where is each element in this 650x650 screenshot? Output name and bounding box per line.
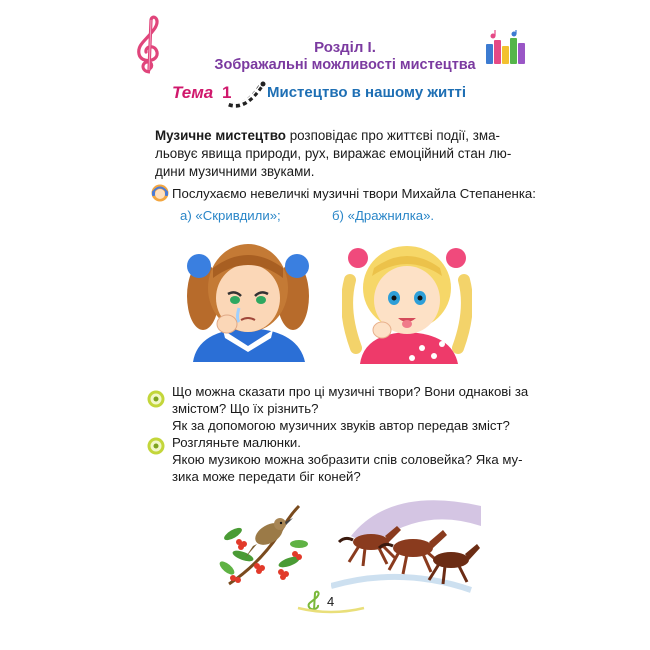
- questions-block-1: Що можна сказати про ці музичні твори? Вони однакові за змістом? Що їх різнить? Як за допомогою музичних звуків автор передав зміст?: [172, 384, 529, 433]
- crying-girl-illustration: [183, 238, 313, 362]
- question-icon: [147, 437, 165, 455]
- intro-paragraph: [155, 127, 515, 181]
- questions-block-2: Розгляньте малюнки. Якою музикою можна зобразити спів соловейка? Яка му- зика може передати біг коней?: [172, 435, 523, 484]
- section-title: Розділ І.: [314, 39, 376, 56]
- topic-number: 1: [222, 83, 232, 102]
- running-horses-illustration: [331, 486, 481, 596]
- intro-line-2: льовує явища природи, рух, виражає емоційний стан лю-: [155, 146, 512, 161]
- section-subtitle: Зображальні можливості мистецтва: [214, 57, 476, 73]
- music-books-icon: [484, 30, 530, 66]
- page-number: 4: [327, 594, 335, 609]
- topic-label: Тема: [172, 83, 214, 102]
- intro-line-1: Музичне мистецтво розповідає про життєві події, зма-: [155, 128, 500, 143]
- topic-header: [172, 80, 502, 108]
- footer-swoosh: [296, 604, 366, 614]
- work-b: б) «Дражнилка».: [332, 208, 435, 223]
- topic-name: Мистецтво в нашому житті: [267, 84, 467, 101]
- treble-clef-icon: [133, 14, 165, 76]
- listening-child-icon: [151, 184, 169, 202]
- teasing-girl-illustration: [342, 240, 472, 364]
- nightingale-illustration: [219, 494, 311, 590]
- intro-line-3: дини музичними звуками.: [155, 164, 315, 179]
- question-icon: [147, 390, 165, 408]
- listen-prompt: Послухаємо невеличкі музичні твори Михайла Степаненка:: [172, 186, 536, 201]
- work-a: а) «Скривдили»;: [180, 208, 281, 223]
- bold-term: Музичне мистецтво: [155, 128, 286, 143]
